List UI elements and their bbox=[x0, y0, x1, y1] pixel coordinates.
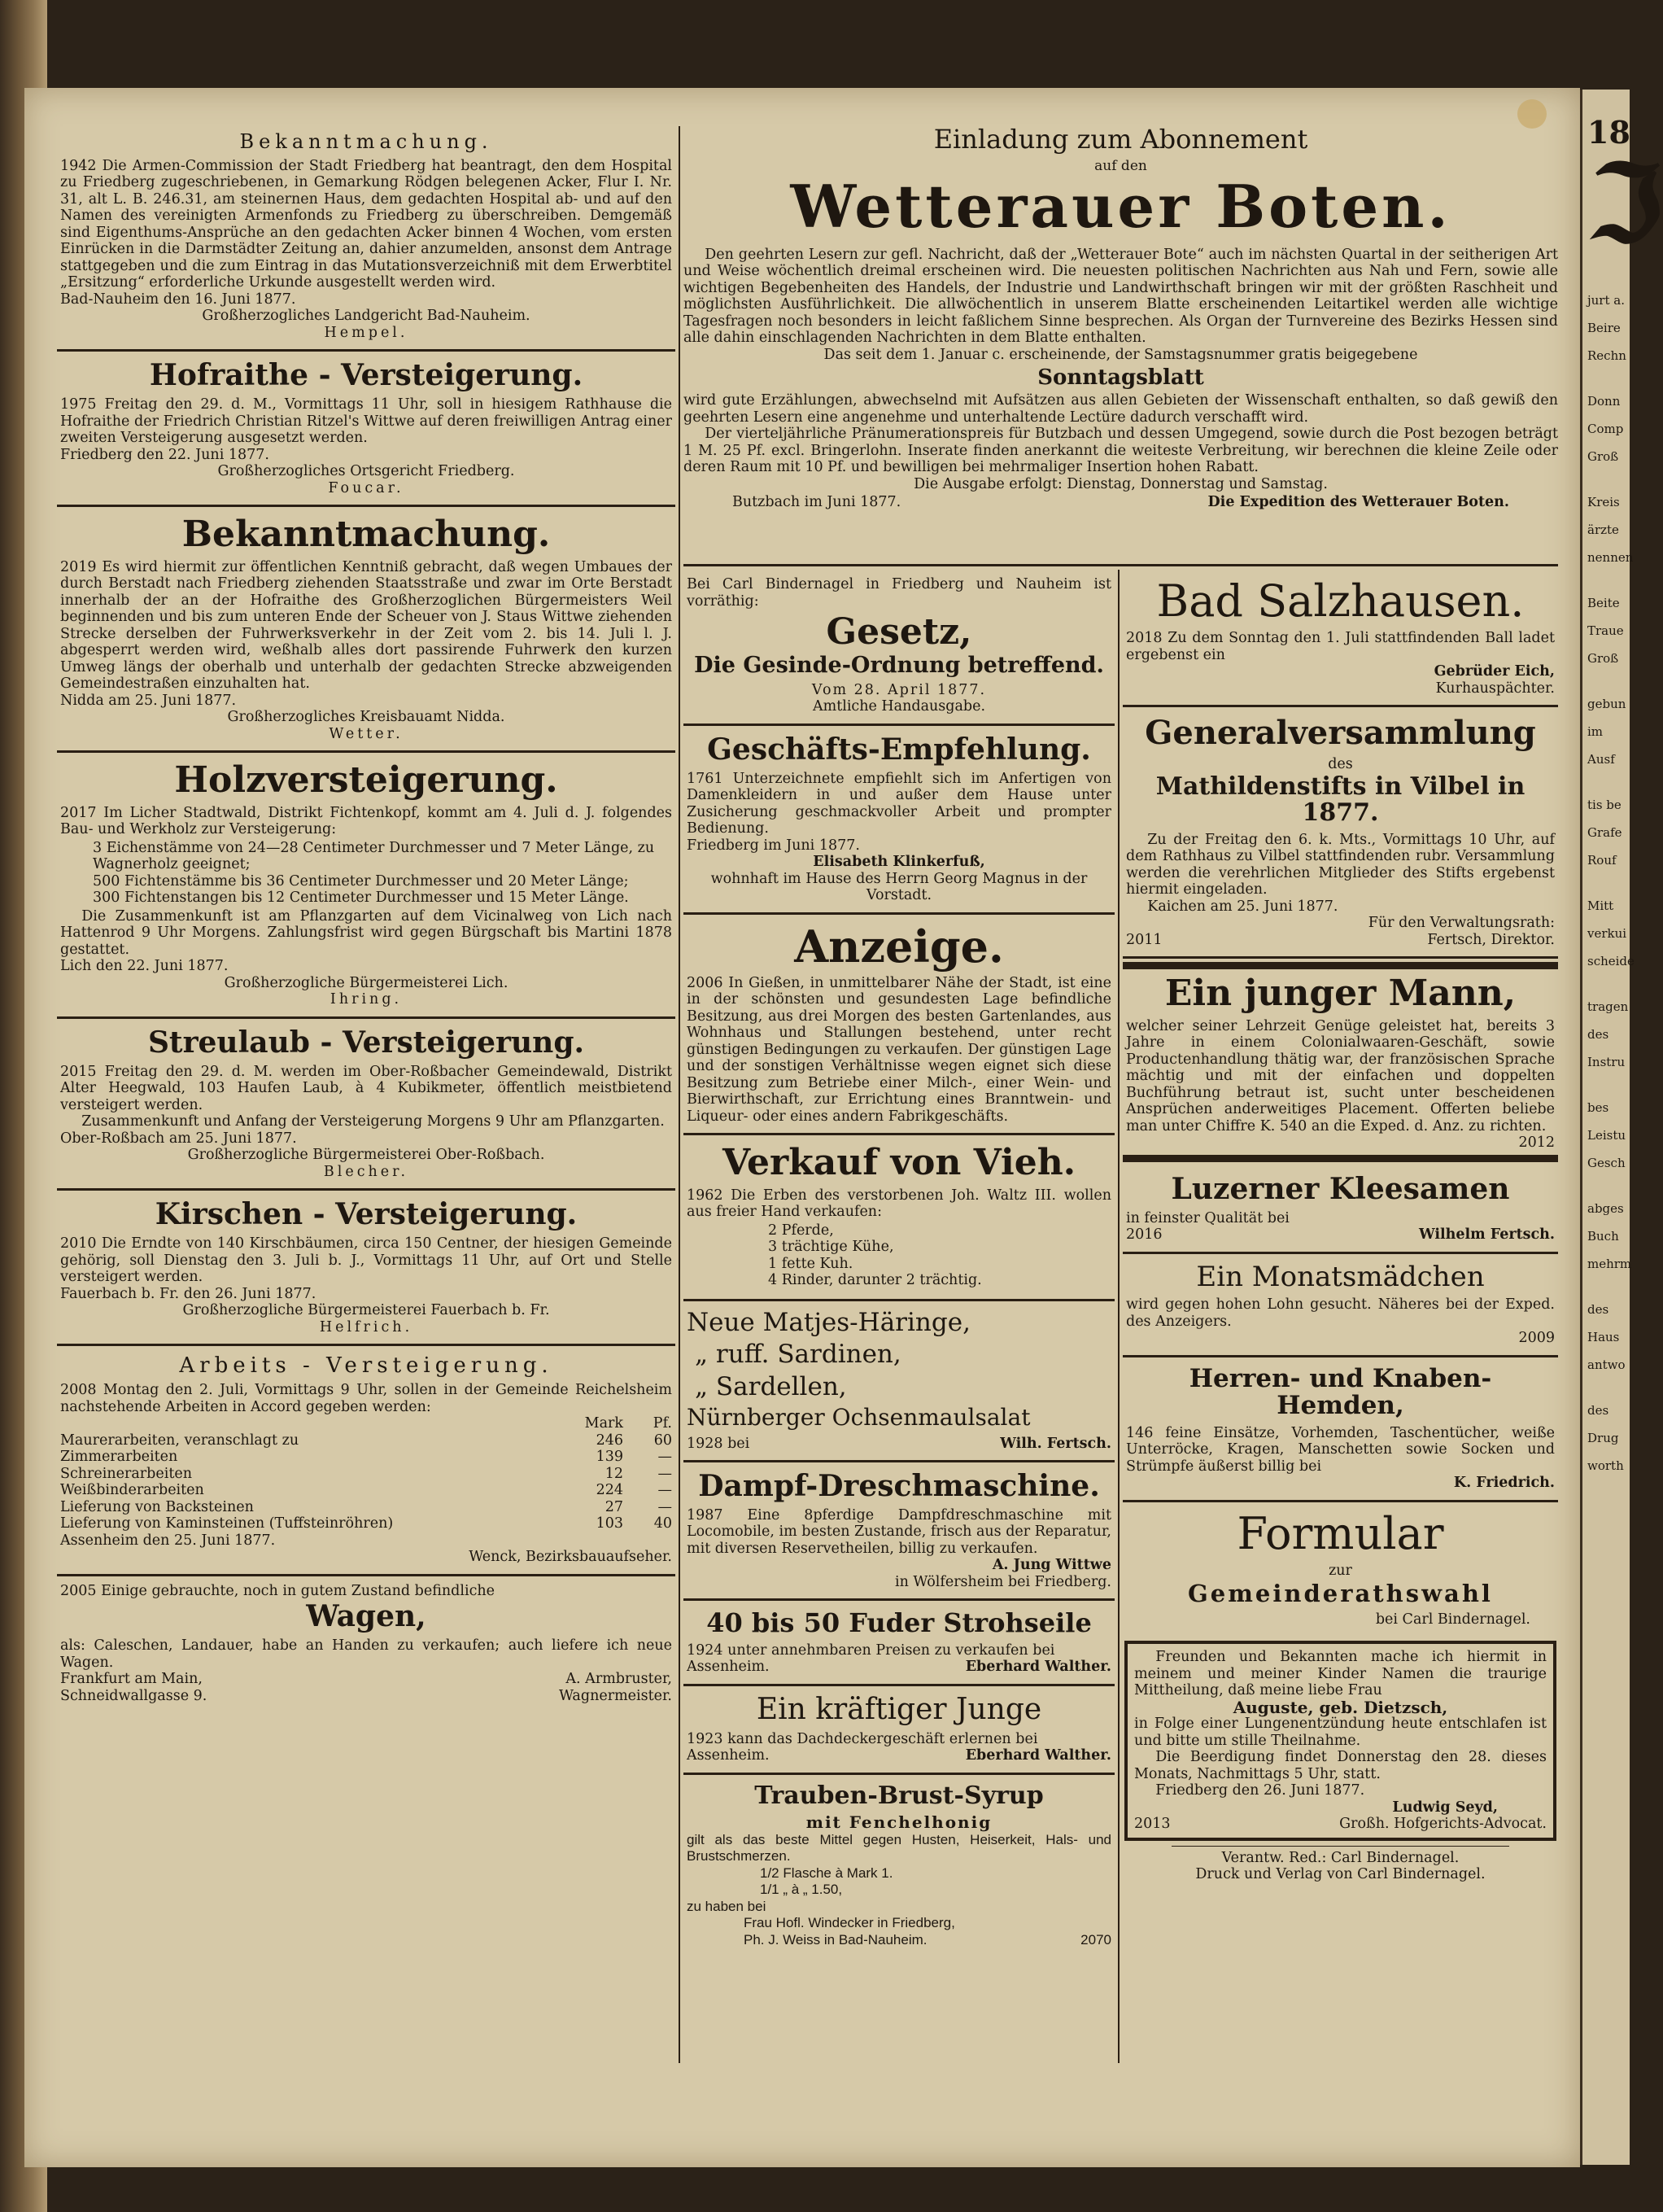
edge-fragment: Instru bbox=[1587, 1055, 1626, 1069]
ad-subtitle: Gemeinderathswahl bbox=[1188, 1579, 1493, 1607]
ad-role: Kurhauspächter. bbox=[1435, 680, 1555, 697]
ad-body: 2006 In Gießen, in unmittelbarer Nähe der Stadt, ist eine in der schönsten und gesundesten Lage befindliche Besitzung, aus drei Morgen des besten Gartenlandes, aus Wohnhaus und Stallungen bestehend, unter recht günstigen Bedingungen zu verkaufen. Der günstigen Lage und der sonstigen Verhältnisse wegen eignet sich diese Besitzung zum Betriebe einer Milch-, einer Wein- und Bierwirthschaft, zur Errichtung eines Branntwein- und Liqueur- oder eines andern Fabrikgeschäfts. bbox=[687, 974, 1111, 1125]
ad-line: „ ruff. Sardinen, bbox=[695, 1340, 901, 1370]
ad-place: Assenheim. bbox=[687, 1659, 770, 1676]
edge-fragment: des bbox=[1587, 1403, 1609, 1418]
notice-body: Freunden und Bekannten mache ich hiermit in meinem und meiner Kinder Namen die traurige Mittheilung, daß meine liebe Frau bbox=[1134, 1649, 1547, 1699]
ad-junger-mann bbox=[1123, 962, 1558, 1162]
imprint-rule bbox=[1172, 1846, 1509, 1847]
ad-connector: zur bbox=[1329, 1563, 1352, 1580]
ad-anzeige bbox=[683, 915, 1115, 1136]
works-table bbox=[60, 1415, 672, 1532]
cell: 27 bbox=[605, 1498, 623, 1515]
notice-body: 2015 Freitag den 29. d. M. werden im Ober-Roßbacher Gemeindewald, Distrikt Alter Heegwald, 103 Haufen Laub, à 4 Kubikmeter, öffentlich meistbietend versteigert werden. bbox=[60, 1063, 672, 1113]
ad-body: wird gegen hohen Lohn gesucht. Näheres bei der Exped. des Anzeigers. bbox=[1126, 1296, 1555, 1330]
edge-fragment: Beite bbox=[1587, 596, 1620, 610]
edge-fragment: gebun bbox=[1587, 697, 1626, 711]
ad-strohseile bbox=[683, 1601, 1115, 1686]
ad-subtitle: Die Gesinde-Ordnung betreffend. bbox=[694, 652, 1104, 678]
subscription-invitation bbox=[683, 124, 1558, 567]
ad-body: 1962 Die Erben des verstorbenen Joh. Waltz III. wollen aus freier Hand verkaufen: bbox=[687, 1187, 1111, 1221]
edge-fragment: Ausf bbox=[1587, 752, 1615, 767]
ad-title: Anzeige. bbox=[794, 920, 1004, 973]
ad-place: Kaichen am 25. Juni 1877. bbox=[1147, 898, 1338, 915]
ad-title: Herren- und Knaben-Hemden, bbox=[1189, 1363, 1492, 1421]
column-left bbox=[57, 124, 675, 2077]
list-item: 4 Rinder, darunter 2 trächtig. bbox=[768, 1272, 982, 1289]
ad-monatsmaedchen bbox=[1123, 1254, 1558, 1357]
ad-body: 1761 Unterzeichnete empfiehlt sich im Anfertigen von Damenkleidern in und außer dem Hause unter Zusicherung geschmackvoller Arbeit und prompter Bedienung. bbox=[687, 770, 1111, 837]
cell: — bbox=[657, 1465, 672, 1482]
column-divider bbox=[679, 126, 680, 2063]
signature-row bbox=[60, 1688, 672, 1705]
edge-fragment: Leistu bbox=[1587, 1128, 1626, 1143]
price-line: 1/2 Flasche à Mark 1. bbox=[760, 1864, 893, 1881]
invitation-subtitle: auf den bbox=[1094, 157, 1147, 174]
section-rule bbox=[683, 564, 1558, 566]
edge-fragment: Groß bbox=[1587, 651, 1619, 666]
list-item: 3 trächtige Kühe, bbox=[768, 1239, 894, 1256]
ad-title: Ein Monatsmädchen bbox=[1196, 1260, 1485, 1293]
notice-body: Die Beerdigung findet Donnerstag den 28. dieses Monats, Nachmittags 5 Uhr, statt. bbox=[1134, 1749, 1547, 1782]
ad-number: 1928 bei bbox=[687, 1435, 750, 1452]
ad-body: gilt als das beste Mittel gegen Husten, Heiserkeit, Hals- und Brustschmerzen. bbox=[687, 1831, 1111, 1864]
edge-fragment: ärzte bbox=[1587, 522, 1619, 537]
deceased-name: Auguste, geb. Dietzsch, bbox=[1233, 1697, 1448, 1717]
notice-body: 2019 Es wird hiermit zur öffentlichen Kenntniß gebracht, daß wegen Umbaues der durch Berstadt nach Friedberg ziehenden Staatsstraße und zwar im Orte Berstadt innerhalb der an der Hofraithe des Großherzoglichen Bürgermeisters Weil beginnenden und bis zum unteren Ende der Scheuer von J. Staus Wittwe ziehenden Strecke derselben der Fuhrwerksverkehr in der Zeit vom 2. bis 14. Juli l. J. abgesperrt werden wird, weßhalb alles dort passirende Fuhrwerk den kurzen Umweg längs der oberhalb und unterhalb der gedachten Strecke abzweigenden Gemeindestraßen einzuhalten hat. bbox=[60, 558, 672, 693]
invitation-signature: Die Expedition des Wetterauer Boten. bbox=[1207, 494, 1509, 511]
edge-fragment: Gesch bbox=[1587, 1156, 1626, 1170]
table-row bbox=[60, 1466, 672, 1483]
death-notice bbox=[1124, 1641, 1556, 1841]
ad-title: Ein junger Mann, bbox=[1164, 973, 1517, 1015]
ad-signature: bei Carl Bindernagel. bbox=[1375, 1611, 1530, 1628]
ad-number: 2009 bbox=[1518, 1330, 1555, 1347]
ad-generalversammlung bbox=[1123, 707, 1558, 959]
cell: 139 bbox=[596, 1449, 623, 1466]
ad-signature: Wilh. Fertsch. bbox=[1000, 1435, 1111, 1452]
edge-fragment: Haus bbox=[1587, 1330, 1620, 1344]
ad-intro: Bei Carl Bindernagel in Friedberg und Nauheim ist vorräthig: bbox=[687, 576, 1111, 610]
edge-fragment: jurt a. bbox=[1587, 293, 1625, 308]
ad-place: Assenheim. bbox=[687, 1747, 770, 1764]
header-cell: Mark bbox=[584, 1415, 623, 1432]
edge-fragment: Grafe bbox=[1587, 825, 1622, 840]
notice-authority: Großherzogliche Bürgermeisterei Ober-Roßbach. bbox=[187, 1147, 545, 1164]
invitation-body: Das seit dem 1. Januar c. erscheinende, der Samstagsnummer gratis beigegebene bbox=[823, 346, 1418, 363]
invitation-body: Den geehrten Lesern zur gefl. Nachricht, daß der „Wetterauer Bote“ auch im nächsten Quartal in der seitherigen Art und Weise wöchentlich dreimal erscheinen wird. Die neuesten politischen Nachrichten aus Nah und Fern, sowie alle wichtigen Begebenheiten des Handels, der Industrie und Landwirthschaft bringen wir mit der größten Raschheit und möglichsten Ausführlichkeit. Die allwöchentlich in unserem Blatte erscheinenden Leitartikel werden alle wichtige Tagesfragen noch besonders in leicht faßlichem Sinne besprechen. Als Organ der Turnvereine des Bezirks Hessen sind alle dahin einschlagenden Nachrichten in dem Blatte enthalten. bbox=[683, 246, 1558, 347]
cell: Lieferung von Kaminsteinen (Tuffsteinröhren) bbox=[60, 1515, 394, 1532]
notice-title: Hofraithe - Versteigerung. bbox=[149, 358, 583, 393]
cell: 60 bbox=[653, 1432, 672, 1449]
notice-signature: Wetter. bbox=[329, 725, 404, 742]
ad-number: 2011 bbox=[1126, 931, 1163, 948]
notice-role: Wagnermeister. bbox=[558, 1687, 672, 1704]
signature-row bbox=[687, 1659, 1111, 1676]
notice-title: Arbeits - Versteigerung. bbox=[179, 1353, 553, 1379]
signature-row bbox=[1134, 1816, 1547, 1833]
edge-fragment: Traue bbox=[1587, 623, 1624, 638]
notice-body: 2010 Die Erndte von 140 Kirschbäumen, circa 150 Centner, der hiesigen Gemeinde gehörig, soll Dienstag den 3. Juli b. J., Vormittags 11 Uhr, auf Ort und Stelle versteigert werden. bbox=[60, 1235, 672, 1286]
column-right bbox=[1123, 570, 1558, 2063]
notice-place: Fauerbach b. Fr. den 26. Juni 1877. bbox=[60, 1285, 316, 1302]
notice-authority: Großherzogliche Bürgermeisterei Lich. bbox=[224, 974, 509, 991]
edge-fragment: Comp bbox=[1587, 422, 1624, 436]
table-header bbox=[60, 1415, 672, 1432]
ad-title: Luzerner Kleesamen bbox=[1171, 1171, 1510, 1206]
ad-gesetz bbox=[683, 570, 1115, 726]
ad-title: Verkauf von Vieh. bbox=[722, 1142, 1076, 1184]
edge-fragment: im bbox=[1587, 724, 1604, 739]
ad-matjes bbox=[683, 1301, 1115, 1462]
ad-place: Friedberg im Juni 1877. bbox=[687, 837, 860, 854]
signature-row bbox=[687, 1747, 1111, 1764]
notice-streulaub bbox=[57, 1019, 675, 1191]
ad-signature: K. Friedrich. bbox=[1453, 1475, 1555, 1492]
ad-signature: Gebrüder Eich, bbox=[1434, 663, 1555, 680]
cell: Maurerarbeiten, veranschlagt zu bbox=[60, 1432, 299, 1449]
notice-title: Wagen, bbox=[306, 1599, 426, 1634]
cell: — bbox=[657, 1449, 672, 1466]
notice-body: Die Zusammenkunft ist am Pflanzgarten auf dem Vicinalweg von Lich nach Hattenrod 9 Uhr Morgens. Zahlungsfrist wird gegen Bürgschaft bis Martini 1878 gestattet. bbox=[60, 907, 672, 958]
ad-dampf-dreschmaschine bbox=[683, 1462, 1115, 1601]
notice-signature: Helfrich. bbox=[319, 1318, 413, 1336]
edge-fragment: nennen bbox=[1587, 550, 1634, 565]
notice-body: 1942 Die Armen-Commission der Stadt Friedberg hat beantragt, den dem Hospital zu Friedberg zugeschriebenen, in Gemarkung Rödgen belegenen Acker, Flur I. Nr. 31, alt L. B. 246.31, am steinernen Haus, dem gedachten Hospital ab- und auf den Namen des vereinigten Armenfonds zu Friedberg zu überschreiben. Demgemäß sind Eigenthums-Ansprüche an den gedachten Acker binnen 4 Wochen, vom ersten Einrücken in die Darmstädter Zeitung an, dahier anzumelden, ansonst dem Antrage stattgegeben und die zum Eintrag in das Mutationsverzeichniß mit dem Erwerbtitel „Ersitzung“ erforderliche Urkunde ausgestellt werden wird. bbox=[60, 157, 672, 291]
signature-row bbox=[687, 1436, 1111, 1453]
notice-signature: Ihring. bbox=[330, 991, 403, 1008]
ad-address: wohnhaft im Hause des Herrn Georg Magnus in der Vorstadt. bbox=[710, 870, 1088, 904]
ad-verkauf-vieh bbox=[683, 1135, 1115, 1301]
ad-subtitle: Mathildenstifts in Vilbel in 1877. bbox=[1155, 772, 1526, 828]
edge-fragment: Buch bbox=[1587, 1229, 1619, 1244]
table-row bbox=[60, 1449, 672, 1466]
notice-place: Friedberg den 22. Juni 1877. bbox=[60, 446, 269, 463]
supplement-title: Sonntagsblatt bbox=[1037, 365, 1204, 391]
ad-body: 1923 kann das Dachdeckergeschäft erlernen bei bbox=[687, 1730, 1038, 1747]
ad-line: „ Sardellen, bbox=[695, 1371, 847, 1401]
edge-fragment: Mitt bbox=[1587, 898, 1614, 913]
edge-fragment: Rouf bbox=[1587, 853, 1617, 868]
cell: Weißbinderarbeiten bbox=[60, 1482, 204, 1499]
edge-fragment: des bbox=[1587, 1027, 1609, 1042]
notice-signature: Blecher. bbox=[323, 1163, 409, 1180]
ad-signature-label: Für den Verwaltungsrath: bbox=[1368, 915, 1555, 932]
cell: 224 bbox=[596, 1482, 623, 1499]
notice-arbeits bbox=[57, 1346, 675, 1576]
list-item: 300 Fichtenstangen bis 12 Centimeter Durchmesser und 15 Meter Länge. bbox=[93, 890, 629, 907]
ad-line: Neue Matjes-Häringe, bbox=[687, 1307, 971, 1337]
ad-body: 1987 Eine 8pferdige Dampfdreschmaschine mit Locomobile, im besten Zustande, frisch aus der Reparatur, mit diversen Reservetheilen, billig zu verkaufen. bbox=[687, 1506, 1111, 1557]
ad-hemden bbox=[1123, 1357, 1558, 1502]
invitation-title: Einladung zum Abonnement bbox=[933, 124, 1308, 155]
edge-fragment: antwo bbox=[1587, 1357, 1626, 1372]
cell: Lieferung von Backsteinen bbox=[60, 1498, 254, 1515]
imprint-editor: Verantw. Red.: Carl Bindernagel. bbox=[1221, 1849, 1460, 1866]
notice-hofraithe bbox=[57, 352, 675, 507]
ad-signature: Eberhard Walther. bbox=[965, 1659, 1111, 1676]
ad-subtitle: mit Fenchelhonig bbox=[805, 1812, 993, 1833]
notice-kirschen bbox=[57, 1191, 675, 1346]
notice-signature: Wenck, Bezirksbauaufseher. bbox=[469, 1549, 672, 1566]
page-number: 18 bbox=[1587, 114, 1630, 151]
timber-list bbox=[93, 840, 672, 907]
livestock-list bbox=[768, 1222, 1111, 1289]
signature-row bbox=[1126, 932, 1555, 949]
edge-fragment: Drug bbox=[1587, 1431, 1619, 1445]
notice-place: Bad-Nauheim den 16. Juni 1877. bbox=[60, 291, 296, 308]
ad-edition: Amtliche Handausgabe. bbox=[812, 698, 986, 715]
invitation-body: Der vierteljährliche Pränumerationspreis für Butzbach und dessen Umgegend, sowie durch die Post bezogen beträgt 1 M. 25 Pf. excl. Bringerlohn. Inserate finden anerkannt die weiteste Verbreitung, wir berechnen die kleine Zeile oder deren Raum mit 10 Pf. und bewilligen bei mehrmaliger Insertion hohen Rabatt. bbox=[683, 426, 1558, 476]
stockist: Frau Hofl. Windecker in Friedberg, bbox=[744, 1915, 955, 1931]
ad-number: 2012 bbox=[1518, 1134, 1555, 1152]
notice-body: 1975 Freitag den 29. d. M., Vormittags 11 Uhr, soll in hiesigem Rathhause die Hofraithe der Friedrich Christian Ritzel's Wittwe auf deren freiwilligen Antrag einer zweiten Versteigerung ausgesetzt werden. bbox=[60, 396, 672, 447]
notice-holzversteigerung bbox=[57, 753, 675, 1019]
notice-body: in Folge einer Lungenentzündung heute entschlafen ist und bitte um stille Theilnahme. bbox=[1134, 1716, 1547, 1749]
ad-signature: Elisabeth Klinkerfuß, bbox=[813, 854, 985, 871]
notice-signature: Hempel. bbox=[324, 324, 408, 341]
notice-role: Großh. Hofgerichts-Advocat. bbox=[1339, 1816, 1547, 1833]
signature-row bbox=[683, 492, 1558, 511]
ad-signature: Fertsch, Direktor. bbox=[1427, 931, 1555, 948]
edge-fragment: tis be bbox=[1587, 798, 1622, 812]
ad-formular bbox=[1123, 1502, 1558, 1637]
ad-kraeftiger-junge bbox=[683, 1686, 1115, 1775]
notice-wagen bbox=[57, 1576, 675, 1712]
notice-body: als: Caleschen, Landauer, habe an Handen zu verkaufen; auch liefere ich neue Wagen. bbox=[60, 1637, 672, 1671]
cell: 40 bbox=[653, 1515, 672, 1532]
invitation-body: wird gute Erzählungen, abwechselnd mit Aufsätzen aus allen Gebieten der Wissenschaft enthalten, so daß gewiß den geehrten Lesern eine angenehme und unterhaltende Lectüre dadurch verschafft wird. bbox=[683, 392, 1558, 426]
ad-number: 2070 bbox=[1080, 1931, 1111, 1948]
notice-title: Streulaub - Versteigerung. bbox=[147, 1025, 585, 1060]
ad-bad-salzhausen bbox=[1123, 570, 1558, 707]
notice-bekanntmachung-2019 bbox=[57, 507, 675, 753]
ad-title: Ein kräftiger Junge bbox=[756, 1692, 1042, 1726]
notice-bekanntmachung-1942 bbox=[57, 124, 675, 352]
ad-number: 2016 bbox=[1126, 1226, 1163, 1244]
list-item: 500 Fichtenstämme bis 36 Centimeter Durchmesser und 20 Meter Länge; bbox=[93, 872, 629, 890]
ad-body: zu haben bei bbox=[687, 1898, 766, 1914]
notice-signature: Ludwig Seyd, bbox=[1392, 1799, 1498, 1816]
ad-title: Trauben-Brust-Syrup bbox=[754, 1781, 1044, 1810]
notice-authority: Großherzogliches Kreisbauamt Nidda. bbox=[227, 709, 505, 726]
edge-fragment: abges bbox=[1587, 1201, 1624, 1216]
ad-body: welcher seiner Lehrzeit Genüge geleistet hat, bereits 3 Jahre in einem Colonialwaaren-Geschäft, sowie Productenhandlung thätig war, der französischen Sprache mächtig und mit der einfachen und doppelten Buchführung betraut ist, sucht unter bescheidenen Ansprüchen anderweitiges Placement. Offerten beliebe man unter Chiffre K. 540 an die Exped. d. Anz. zu richten. bbox=[1126, 1017, 1555, 1134]
notice-authority: Großherzogliches Landgericht Bad-Nauheim. bbox=[202, 308, 530, 325]
notice-signature: Foucar. bbox=[328, 479, 404, 496]
signature-row bbox=[60, 1671, 672, 1688]
invitation-body: Die Ausgabe erfolgt: Dienstag, Donnerstag und Samstag. bbox=[914, 475, 1328, 492]
ad-title: Dampf-Dreschmaschine. bbox=[698, 1469, 1100, 1504]
header-cell: Pf. bbox=[653, 1415, 672, 1432]
edge-fragment: bes bbox=[1587, 1100, 1609, 1115]
ad-trauben-brust-syrup bbox=[683, 1775, 1115, 1956]
ad-title: Formular bbox=[1237, 1507, 1444, 1559]
cell: 12 bbox=[605, 1465, 623, 1482]
edge-fragment: des bbox=[1587, 1302, 1609, 1317]
notice-address: Schneidwallgasse 9. bbox=[60, 1687, 207, 1704]
notice-intro: 2005 Einige gebrauchte, noch in gutem Zustand befindliche bbox=[60, 1582, 495, 1599]
ad-body: 146 feine Einsätze, Vorhemden, Taschentücher, weiße Unterröcke, Kragen, Manschetten sowie Socken und Strümpfe äußerst billig bei bbox=[1126, 1424, 1555, 1475]
notice-place: Lich den 22. Juni 1877. bbox=[60, 958, 229, 975]
ad-title: Gesetz, bbox=[826, 611, 972, 653]
column-divider bbox=[1118, 570, 1120, 2063]
table-row bbox=[60, 1515, 672, 1532]
cell: Schreinerarbeiten bbox=[60, 1465, 192, 1482]
table-row bbox=[60, 1432, 672, 1449]
edge-fragment: worth bbox=[1587, 1458, 1624, 1473]
notice-title: Holzversteigerung. bbox=[174, 759, 558, 802]
ad-title: Generalversammlung bbox=[1145, 714, 1536, 753]
edge-fragment: scheide bbox=[1587, 954, 1635, 968]
edge-fragment: Groß bbox=[1587, 449, 1619, 464]
notice-title: Bekanntmachung. bbox=[181, 514, 551, 556]
notice-place: Ober-Roßbach am 25. Juni 1877. bbox=[60, 1130, 297, 1147]
imprint-publisher: Druck und Verlag von Carl Bindernagel. bbox=[1195, 1866, 1486, 1883]
notice-place: Nidda am 25. Juni 1877. bbox=[60, 692, 237, 709]
masthead-title: Wetterauer Boten. bbox=[790, 171, 1451, 241]
ad-body: 1924 unter annehmbaren Preisen zu verkaufen bei bbox=[687, 1642, 1055, 1659]
list-item: 2 Pferde, bbox=[768, 1222, 834, 1239]
table-row bbox=[60, 1482, 672, 1499]
ad-title: Bad Salzhausen. bbox=[1156, 575, 1525, 627]
ad-signature: A. Jung Wittwe bbox=[992, 1557, 1111, 1574]
list-item: 1 fette Kuh. bbox=[768, 1255, 853, 1272]
notice-place: Frankfurt am Main, bbox=[60, 1671, 203, 1688]
ad-signature: Wilhelm Fertsch. bbox=[1419, 1226, 1555, 1244]
ad-date: Vom 28. April 1877. bbox=[811, 681, 987, 698]
notice-body: 2017 Im Licher Stadtwald, Distrikt Fichtenkopf, kommt am 4. Juli d. J. folgendes Bau- und Werkholz zur Versteigerung: bbox=[60, 804, 672, 838]
cell: 246 bbox=[596, 1432, 623, 1449]
notice-title: Kirschen - Versteigerung. bbox=[155, 1197, 578, 1232]
ad-title: 40 bis 50 Fuder Strohseile bbox=[706, 1607, 1092, 1639]
edge-fragment: Donn bbox=[1587, 394, 1621, 409]
cell: — bbox=[657, 1482, 672, 1499]
signature-row bbox=[687, 1932, 1111, 1949]
ad-body: 2018 Zu dem Sonntag den 1. Juli stattfindenden Ball ladet ergebenst ein bbox=[1126, 630, 1555, 663]
edge-fragment: verkui bbox=[1587, 926, 1627, 941]
ad-luzerner-kleesamen bbox=[1123, 1165, 1558, 1254]
notice-authority: Großherzogliche Bürgermeisterei Fauerbach b. Fr. bbox=[182, 1302, 550, 1319]
masthead-fragment-glyph: ℑ bbox=[1589, 142, 1663, 266]
ad-connector: des bbox=[1328, 755, 1353, 772]
column-middle bbox=[683, 570, 1115, 2063]
signature-row bbox=[1126, 1226, 1555, 1244]
notice-place: Assenheim den 25. Juni 1877. bbox=[60, 1532, 276, 1549]
price-line: 1/1 „ à „ 1.50, bbox=[760, 1882, 843, 1898]
cell: 103 bbox=[596, 1515, 623, 1532]
edge-fragment: tragen bbox=[1587, 999, 1629, 1014]
edge-text-fragments bbox=[1582, 290, 1635, 1476]
notice-signature: A. Armbruster, bbox=[565, 1671, 672, 1688]
ad-number: 2013 bbox=[1134, 1816, 1171, 1833]
notice-title: Bekanntmachung. bbox=[239, 130, 493, 153]
cell: Zimmerarbeiten bbox=[60, 1449, 178, 1466]
invitation-place: Butzbach im Juni 1877. bbox=[732, 494, 901, 511]
notice-body: Zusammenkunft und Anfang der Versteigerung Morgens 9 Uhr am Pflanzgarten. bbox=[81, 1113, 665, 1130]
adjacent-page-edge bbox=[1580, 90, 1663, 2165]
ad-signature: Eberhard Walther. bbox=[965, 1747, 1111, 1764]
table-row bbox=[60, 1499, 672, 1516]
ad-line: Nürnberger Ochsenmaulsalat bbox=[687, 1404, 1031, 1432]
stockist: Ph. J. Weiss in Bad-Nauheim. bbox=[744, 1931, 928, 1948]
edge-fragment: Beire bbox=[1587, 321, 1621, 335]
edge-fragment: Kreis bbox=[1587, 495, 1620, 509]
notice-authority: Großherzogliches Ortsgericht Friedberg. bbox=[217, 463, 515, 480]
cell: — bbox=[657, 1498, 672, 1515]
edge-fragment: mehrm bbox=[1587, 1257, 1632, 1271]
edge-fragment: Rechn bbox=[1587, 348, 1626, 363]
ad-title: Geschäfts-Empfehlung. bbox=[707, 732, 1091, 767]
list-item: 3 Eichenstämme von 24—28 Centimeter Durchmesser und 7 Meter Länge, zu Wagnerholz geeignet; bbox=[93, 839, 655, 873]
ad-body: in feinster Qualität bei bbox=[1126, 1209, 1290, 1226]
ad-geschaefts-empfehlung bbox=[683, 726, 1115, 915]
notice-place: Friedberg den 26. Juni 1877. bbox=[1155, 1782, 1365, 1799]
notice-body: 2008 Montag den 2. Juli, Vormittags 9 Uhr, sollen in der Gemeinde Reichelsheim nachstehende Arbeiten in Accord gegeben werden: bbox=[60, 1382, 672, 1415]
ad-body: Zu der Freitag den 6. k. Mts., Vormittags 10 Uhr, auf dem Rathhaus zu Vilbel stattfindenden rubr. Versammlung werden die verehrlichen Mitglieder des Stifts ergebenst hiermit eingeladen. bbox=[1126, 831, 1555, 898]
ad-place: in Wölfersheim bei Friedberg. bbox=[895, 1573, 1111, 1590]
